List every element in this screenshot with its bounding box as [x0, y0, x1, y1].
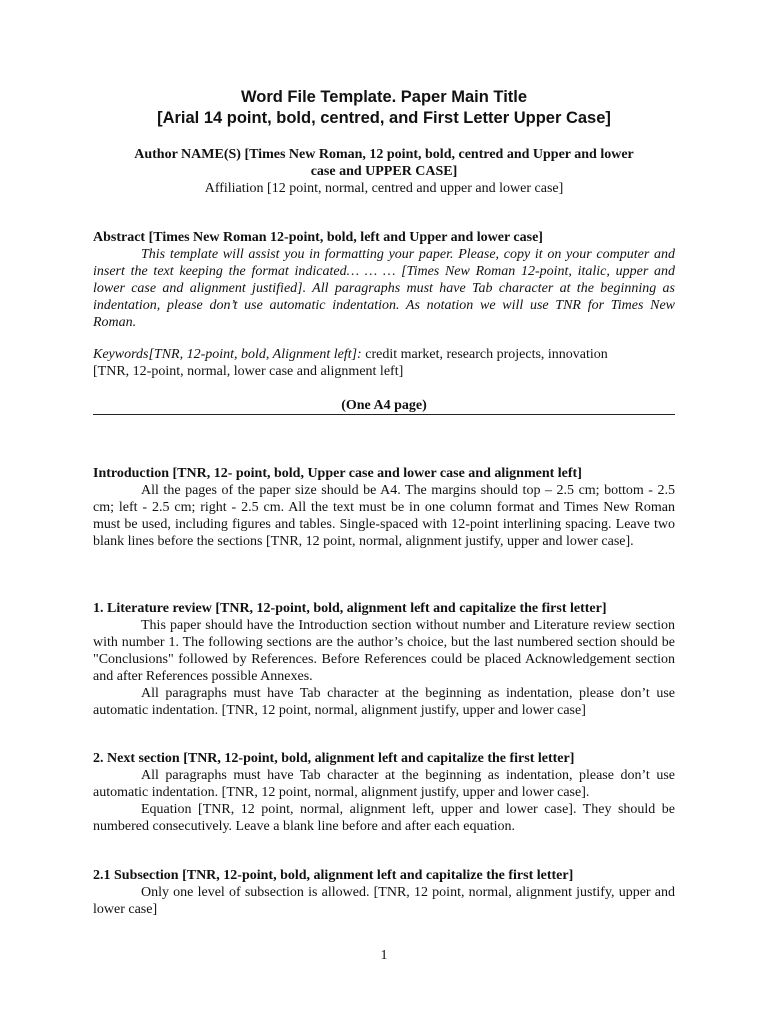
next-section: [93, 750, 675, 835]
affiliation: Affiliation [12 point, normal, centred and upper and lower case]: [204, 181, 564, 196]
author-block: [93, 146, 675, 197]
paper-title-line-2: [Arial 14 point, bold, centred, and First Letter Upper Case]: [157, 109, 611, 127]
introduction-body: All the pages of the paper size should be A4. The margins should top – 2.5 cm; bottom - 2.5 cm; left - 2.5 cm; right - 2.5 cm. All the text must be in one column format and Times New Roman must be used, including figures and tables. Single-spaced with 12-point interlining spacing. Leave two blank lines before the sections [TNR, 12 point, normal, alignment justify, upper and lower case].: [93, 483, 675, 549]
literature-review-heading: 1. Literature review [TNR, 12-point, bold, alignment left and capitalize the first letter]: [93, 601, 607, 616]
page-number: 1: [380, 948, 388, 963]
paper-title-line-1: Word File Template. Paper Main Title: [240, 88, 528, 106]
introduction-section: [93, 465, 675, 550]
subsection-body: Only one level of subsection is allowed. [TNR, 12 point, normal, alignment justify, upper and lower case]: [93, 885, 675, 917]
keywords-line-1: [93, 346, 675, 363]
one-page-note: (One A4 page): [341, 398, 427, 413]
subsection-heading: 2.1 Subsection [TNR, 12-point, bold, alignment left and capitalize the first letter]: [93, 868, 574, 883]
next-section-paragraph-2: Equation [TNR, 12 point, normal, alignment left, upper and lower case]. They should be numbered consecutively. Leave a blank line before and after each equation.: [93, 802, 675, 834]
literature-review-paragraph-1: This paper should have the Introduction section without number and Literature review section with number 1. The following sections are the author’s choice, but the last numbered section should be "Conclusions" followed by References. Before References could be placed Acknowledgement section and after References possible Annexes.: [93, 618, 675, 684]
horizontal-rule: [93, 414, 675, 415]
subsection: [93, 867, 675, 918]
introduction-heading: Introduction [TNR, 12- point, bold, Upper case and lower case and alignment left]: [93, 466, 582, 481]
keywords-section: [93, 346, 675, 380]
abstract-section: [93, 229, 675, 331]
literature-review-paragraph-2: All paragraphs must have Tab character at the beginning as indentation, please don’t use automatic indentation. [TNR, 12 point, normal, alignment justify, upper and lower case]: [93, 686, 675, 718]
next-section-heading: 2. Next section [TNR, 12-point, bold, alignment left and capitalize the first letter]: [93, 751, 575, 766]
literature-review-section: [93, 600, 675, 719]
author-names-line-1: Author NAME(S) [Times New Roman, 12 point, bold, centred and Upper and lower: [134, 147, 634, 162]
author-names-line-2: case and UPPER CASE]: [310, 164, 458, 179]
next-section-paragraph-1: All paragraphs must have Tab character at the beginning as indentation, please don’t use automatic indentation. [TNR, 12 point, normal, alignment justify, upper and lower case].: [93, 768, 675, 800]
abstract-heading: Abstract [Times New Roman 12-point, bold, left and Upper and lower case]: [93, 230, 543, 245]
paper-title: [93, 87, 675, 129]
abstract-body: This template will assist you in formatting your paper. Please, copy it on your computer and insert the text keeping the format indicated… … … [Times New Roman 12-point, italic, upper and lower case and alignment justified]. All paragraphs must have Tab character at the beginning as indentation, please don’t use automatic indentation. As notation we will use TNR for Times New Roman.: [93, 247, 675, 330]
keywords-line-2: [TNR, 12-point, normal, lower case and alignment left]: [93, 364, 404, 379]
keywords-label: Keywords[TNR, 12-point, bold, Alignment left]:: [93, 347, 362, 362]
keywords-text: credit market, research projects, innovation: [361, 347, 608, 362]
